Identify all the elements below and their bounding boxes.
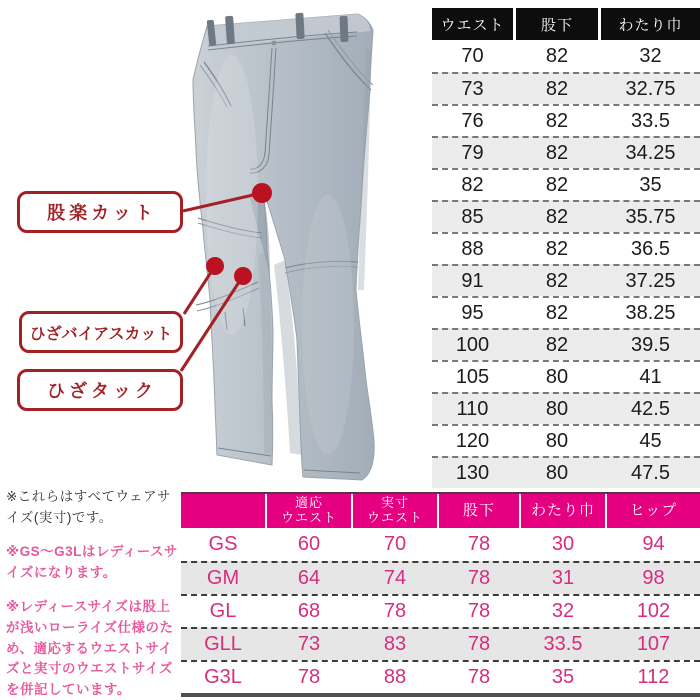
ladies-size-row [181,561,700,594]
cell-inseam: 78 [467,567,491,589]
cell-hip: 107 [636,633,671,655]
cell-waist: 91 [461,269,484,292]
size-row [432,104,700,136]
cell-watari: 30 [551,533,575,555]
cell-watari: 32 [551,600,575,622]
size-row [432,232,700,264]
cell-hip: 102 [636,600,671,622]
size-row [432,456,700,488]
cell-inseam: 82 [545,301,569,324]
cell-watari: 34.25 [625,141,676,164]
size-row [432,264,700,296]
cell-inseam: 82 [545,333,569,356]
ladies-size-row [181,627,700,660]
cell-fit-waist: 78 [297,666,321,688]
cell-watari: 32.75 [625,77,676,100]
cell-actual-waist: 70 [383,533,407,555]
size-row [432,72,700,104]
cell-watari: 47.5 [631,461,670,484]
cell-inseam: 82 [545,173,569,196]
cell-waist: 88 [461,237,484,260]
cell-watari: 33.5 [631,109,670,132]
callout-knee-tuck: ひざタック [17,369,183,411]
header-watari: わたり巾 [521,494,605,528]
cell-fit-waist: 64 [297,567,321,589]
cell-inseam: 80 [545,429,569,452]
cell-waist: 105 [455,365,490,388]
size-row [432,360,700,392]
cell-watari: 38.25 [625,301,676,324]
cell-actual-waist: 78 [383,600,407,622]
cell-watari: 35 [551,666,575,688]
header-hip: ヒップ [607,494,700,528]
cell-size: GM [206,567,240,589]
cell-inseam: 78 [467,600,491,622]
cell-waist: 95 [461,301,484,324]
callout-knee-bias-cut: ひざバイアスカット [19,311,183,353]
cell-inseam: 80 [545,461,569,484]
cell-hip: 98 [642,567,665,589]
header-fit-waist: 適応 ウエスト [267,494,351,528]
cell-waist: 73 [461,77,484,100]
header-size-blank [181,494,265,528]
footnotes [6,487,180,700]
size-table-header [432,8,700,40]
cell-size: GL [209,600,237,622]
size-row [432,328,700,360]
cell-inseam: 80 [545,397,569,420]
ladies-size-row [181,594,700,627]
size-row [432,40,700,72]
cell-size: G3L [204,666,242,688]
cell-waist: 70 [461,44,484,67]
cell-waist: 100 [455,333,490,356]
cell-watari: 33.5 [543,633,583,655]
cell-inseam: 78 [467,666,491,688]
cell-inseam: 82 [545,109,569,132]
cell-waist: 110 [456,397,489,420]
cell-fit-waist: 68 [297,600,321,622]
cell-actual-waist: 74 [383,567,407,589]
note-wear-size: ※これらはすべてウェアサイズ(実寸)です。 [6,489,172,525]
header-inseam: 股下 [516,8,598,40]
cell-waist: 85 [461,205,484,228]
ladies-size-row [181,660,700,693]
cell-size: GLL [204,633,242,655]
cell-waist: 82 [461,173,484,196]
size-row [432,200,700,232]
cell-inseam: 82 [545,44,569,67]
size-row [432,424,700,456]
cell-actual-waist: 83 [383,633,407,655]
cell-hip: 94 [642,533,665,555]
note-low-rise: ※レディースサイズは股上が浅いローライズ仕様のため、適応するウエストサイズと実寸のウエストサイズを併記しています。 [6,598,174,698]
cell-inseam: 82 [545,205,569,228]
cell-watari: 36.5 [631,237,670,260]
cell-inseam: 80 [545,365,569,388]
cell-fit-waist: 73 [297,633,321,655]
cell-inseam: 78 [467,633,491,655]
cell-watari: 42.5 [631,397,670,420]
size-row [432,392,700,424]
callout-momoraku-cut: 股楽カット [17,191,183,233]
cell-size: GS [208,533,238,555]
cell-waist: 120 [455,429,490,452]
header-watari: わたり巾 [601,8,700,40]
header-actual-waist: 実寸 ウエスト [353,494,437,528]
cell-watari: 35 [639,173,662,196]
cell-inseam: 82 [545,269,569,292]
header-inseam: 股下 [439,494,519,528]
cell-actual-waist: 88 [383,666,407,688]
pants-product-image [180,5,390,490]
ladies-size-row [181,528,700,561]
size-row [432,168,700,200]
note-ladies-sizes: ※GS〜G3Lはレディースサイズになります。 [6,543,178,580]
cell-inseam: 82 [545,237,569,260]
cell-watari: 32 [639,44,662,67]
cell-inseam: 78 [467,533,491,555]
cell-watari: 31 [551,567,575,589]
cell-hip: 112 [637,666,670,688]
cell-fit-waist: 60 [297,533,321,555]
size-row [432,136,700,168]
cell-watari: 37.25 [625,269,676,292]
cell-watari: 41 [639,365,662,388]
cell-waist: 76 [461,109,484,132]
ladies-size-table [181,492,700,697]
cell-watari: 45 [639,429,662,452]
cell-waist: 130 [455,461,490,484]
header-waist: ウエスト [432,8,513,40]
cell-watari: 35.75 [625,205,676,228]
ladies-table-header [181,494,700,528]
cell-inseam: 82 [545,141,569,164]
cell-inseam: 82 [545,77,569,100]
size-row [432,296,700,328]
cell-watari: 39.5 [631,333,670,356]
mens-size-table [432,8,700,488]
cell-waist: 79 [461,141,484,164]
